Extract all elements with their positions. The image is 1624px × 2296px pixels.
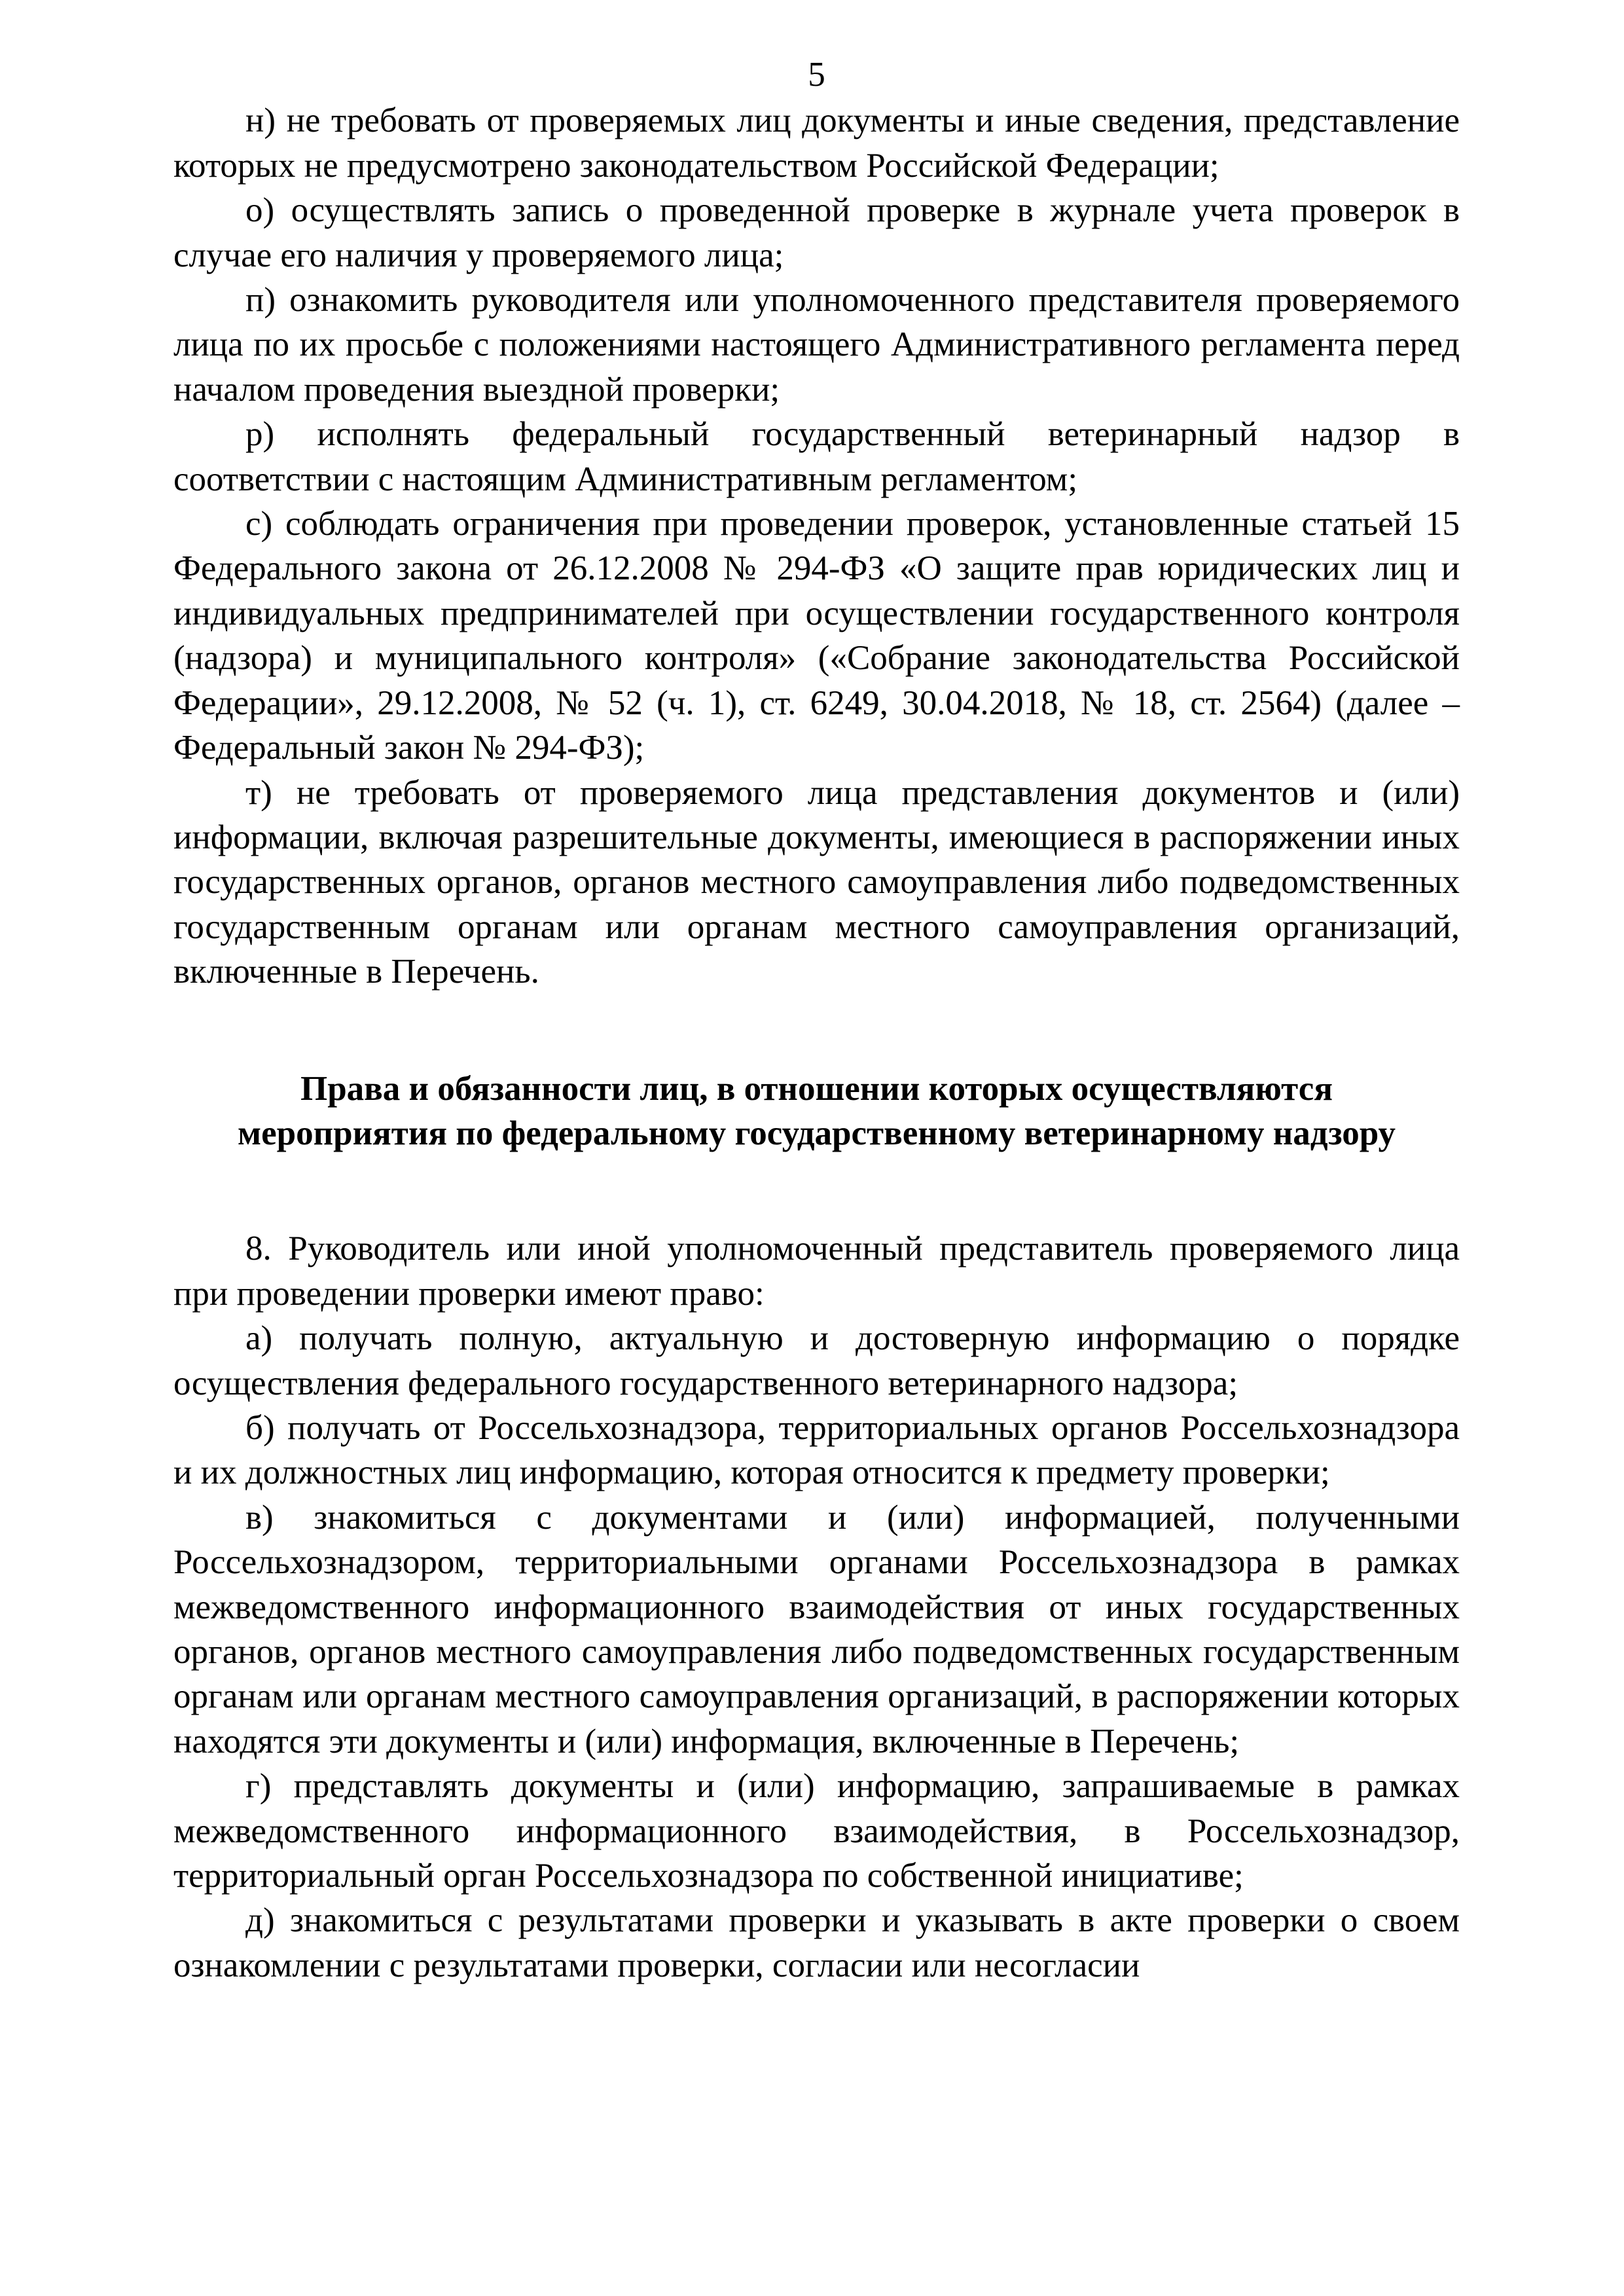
paragraph-item-g: г) представлять документы и (или) информацию, запрашиваемые в рамках межведомственного информационного взаимодействия, в Россельхознадзор, территориальный орган Россельхознадзора по собственной инициативе;: [173, 1767, 1460, 1895]
paragraph-item-n: н) не требовать от проверяемых лиц документы и иные сведения, представление которых не предусмотрено законодательством Российской Федерации;: [173, 101, 1460, 185]
paragraph-item-p: п) ознакомить руководителя или уполномоченного представителя проверяемого лица по их просьбе с положениями настоящего Административного регламента перед началом проведения выездной проверки;: [173, 281, 1460, 409]
section-heading-line-1: Права и обязанности лиц, в отношении которых осуществляются: [300, 1069, 1333, 1108]
paragraph-item-o: о) осуществлять запись о проведенной проверке в журнале учета проверок в случае его наличия у проверяемого лица;: [173, 191, 1460, 274]
section-heading: [173, 1066, 1460, 1156]
section-heading-line-2: мероприятия по федеральному государственному ветеринарному надзору: [237, 1114, 1396, 1152]
paragraph-item-d: д) знакомиться с результатами проверки и указывать в акте проверки о своем ознакомлении с результатами проверки, согласии или несогласии: [173, 1901, 1460, 1984]
paragraph-item-s: с) соблюдать ограничения при проведении проверок, установленные статьей 15 Федерального закона от 26.12.2008 № 294-ФЗ «О защите прав юридических лиц и индивидуальных предпринимателей при осуществлении государственного контроля (надзора) и муниципального контроля» («Собрание законодательства Российской Федерации», 29.12.2008, № 52 (ч. 1), ст. 6249, 30.04.2018, № 18, ст. 2564) (далее – Федеральный закон № 294-ФЗ);: [173, 505, 1460, 767]
paragraph-item-r: р) исполнять федеральный государственный ветеринарный надзор в соответствии с настоящим Административным регламентом;: [173, 415, 1460, 498]
paragraph-item-b: б) получать от Россельхознадзора, территориальных органов Россельхознадзора и их должностных лиц информацию, которая относится к предмету проверки;: [173, 1408, 1460, 1492]
paragraph-item-v: в) знакомиться с документами и (или) информацией, полученными Россельхознадзором, территориальными органами Россельхознадзора в рамках межведомственного информационного взаимодействия от иных государственных органов, органов местного самоуправления либо подведомственных государственным органам или органам местного самоуправления организаций, в распоряжении которых находятся эти документы и (или) информация, включенные в Перечень;: [173, 1498, 1460, 1760]
paragraph-clause-8: 8. Руководитель или иной уполномоченный представитель проверяемого лица при проведении проверки имеют право:: [173, 1230, 1460, 1313]
paragraph-item-a: а) получать полную, актуальную и достоверную информацию о порядке осуществления федерального государственного ветеринарного надзора;: [173, 1319, 1460, 1402]
page-number: 5: [808, 56, 825, 94]
document-page: [173, 52, 1460, 1988]
paragraph-item-t: т) не требовать от проверяемого лица представления документов и (или) информации, включая разрешительные документы, имеющиеся в распоряжении иных государственных органов, органов местного самоуправления либо подведомственных государственным органам или органам местного самоуправления организаций, включенные в Перечень.: [173, 773, 1460, 991]
